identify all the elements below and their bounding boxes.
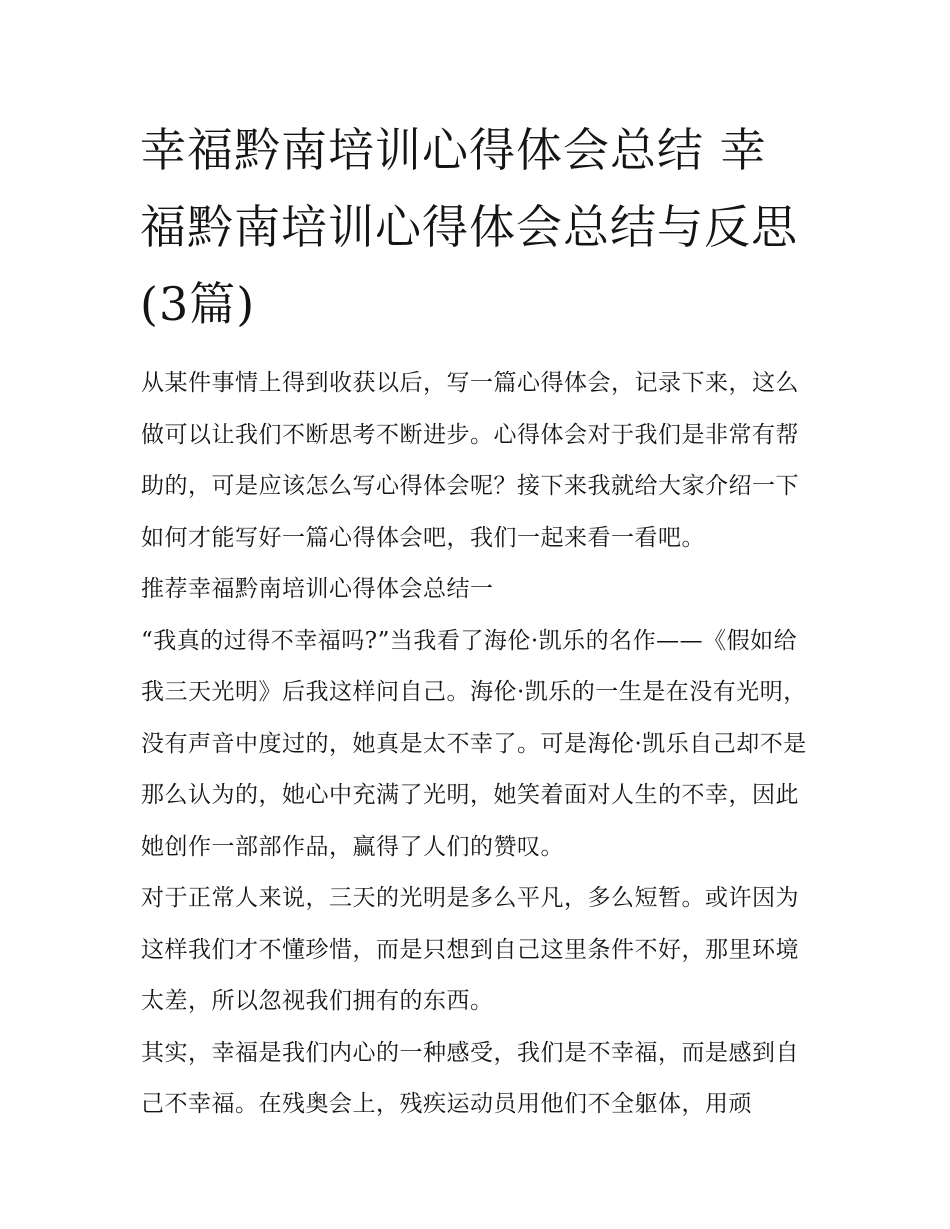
body-paragraph: “我真的过得不幸福吗?”当我看了海伦·凯乐的名作——《假如给我三天光明》后我这样问自己。海伦·凯乐的一生是在没有光明，没有声音中度过的，她真是太不幸了。可是海伦·凯乐自己却不是那么认为的，她心中充满了光明，她笑着面对人生的不幸，因此她创作一部部作品，赢得了人们的赞叹。 — [141, 627, 807, 860]
intro-paragraph: 从某件事情上得到收获以后，写一篇心得体会，记录下来，这么做可以让我们不断思考不断进步。心得体会对于我们是非常有帮助的，可是应该怎么写心得体会呢？接下来我就给大家介绍一下如何才能写好一篇心得体会吧，我们一起来看一看吧。 — [141, 370, 799, 551]
section-heading: 推荐幸福黔南培训心得体会总结一 — [141, 576, 494, 602]
body-paragraph: 其实，幸福是我们内心的一种感受，我们是不幸福，而是感到自己不幸福。在残奥会上，残疾运动员用他们不全躯体，用顽 — [141, 1039, 799, 1117]
body-paragraph: 对于正常人来说，三天的光明是多么平凡，多么短暂。或许因为这样我们才不懂珍惜，而是只想到自己这里条件不好，那里环境太差，所以忽视我们拥有的东西。 — [141, 885, 799, 1014]
document-title: 幸福黔南培训心得体会总结 幸福黔南培训心得体会总结与反思(3篇) — [140, 123, 798, 331]
document-body — [141, 358, 813, 1131]
